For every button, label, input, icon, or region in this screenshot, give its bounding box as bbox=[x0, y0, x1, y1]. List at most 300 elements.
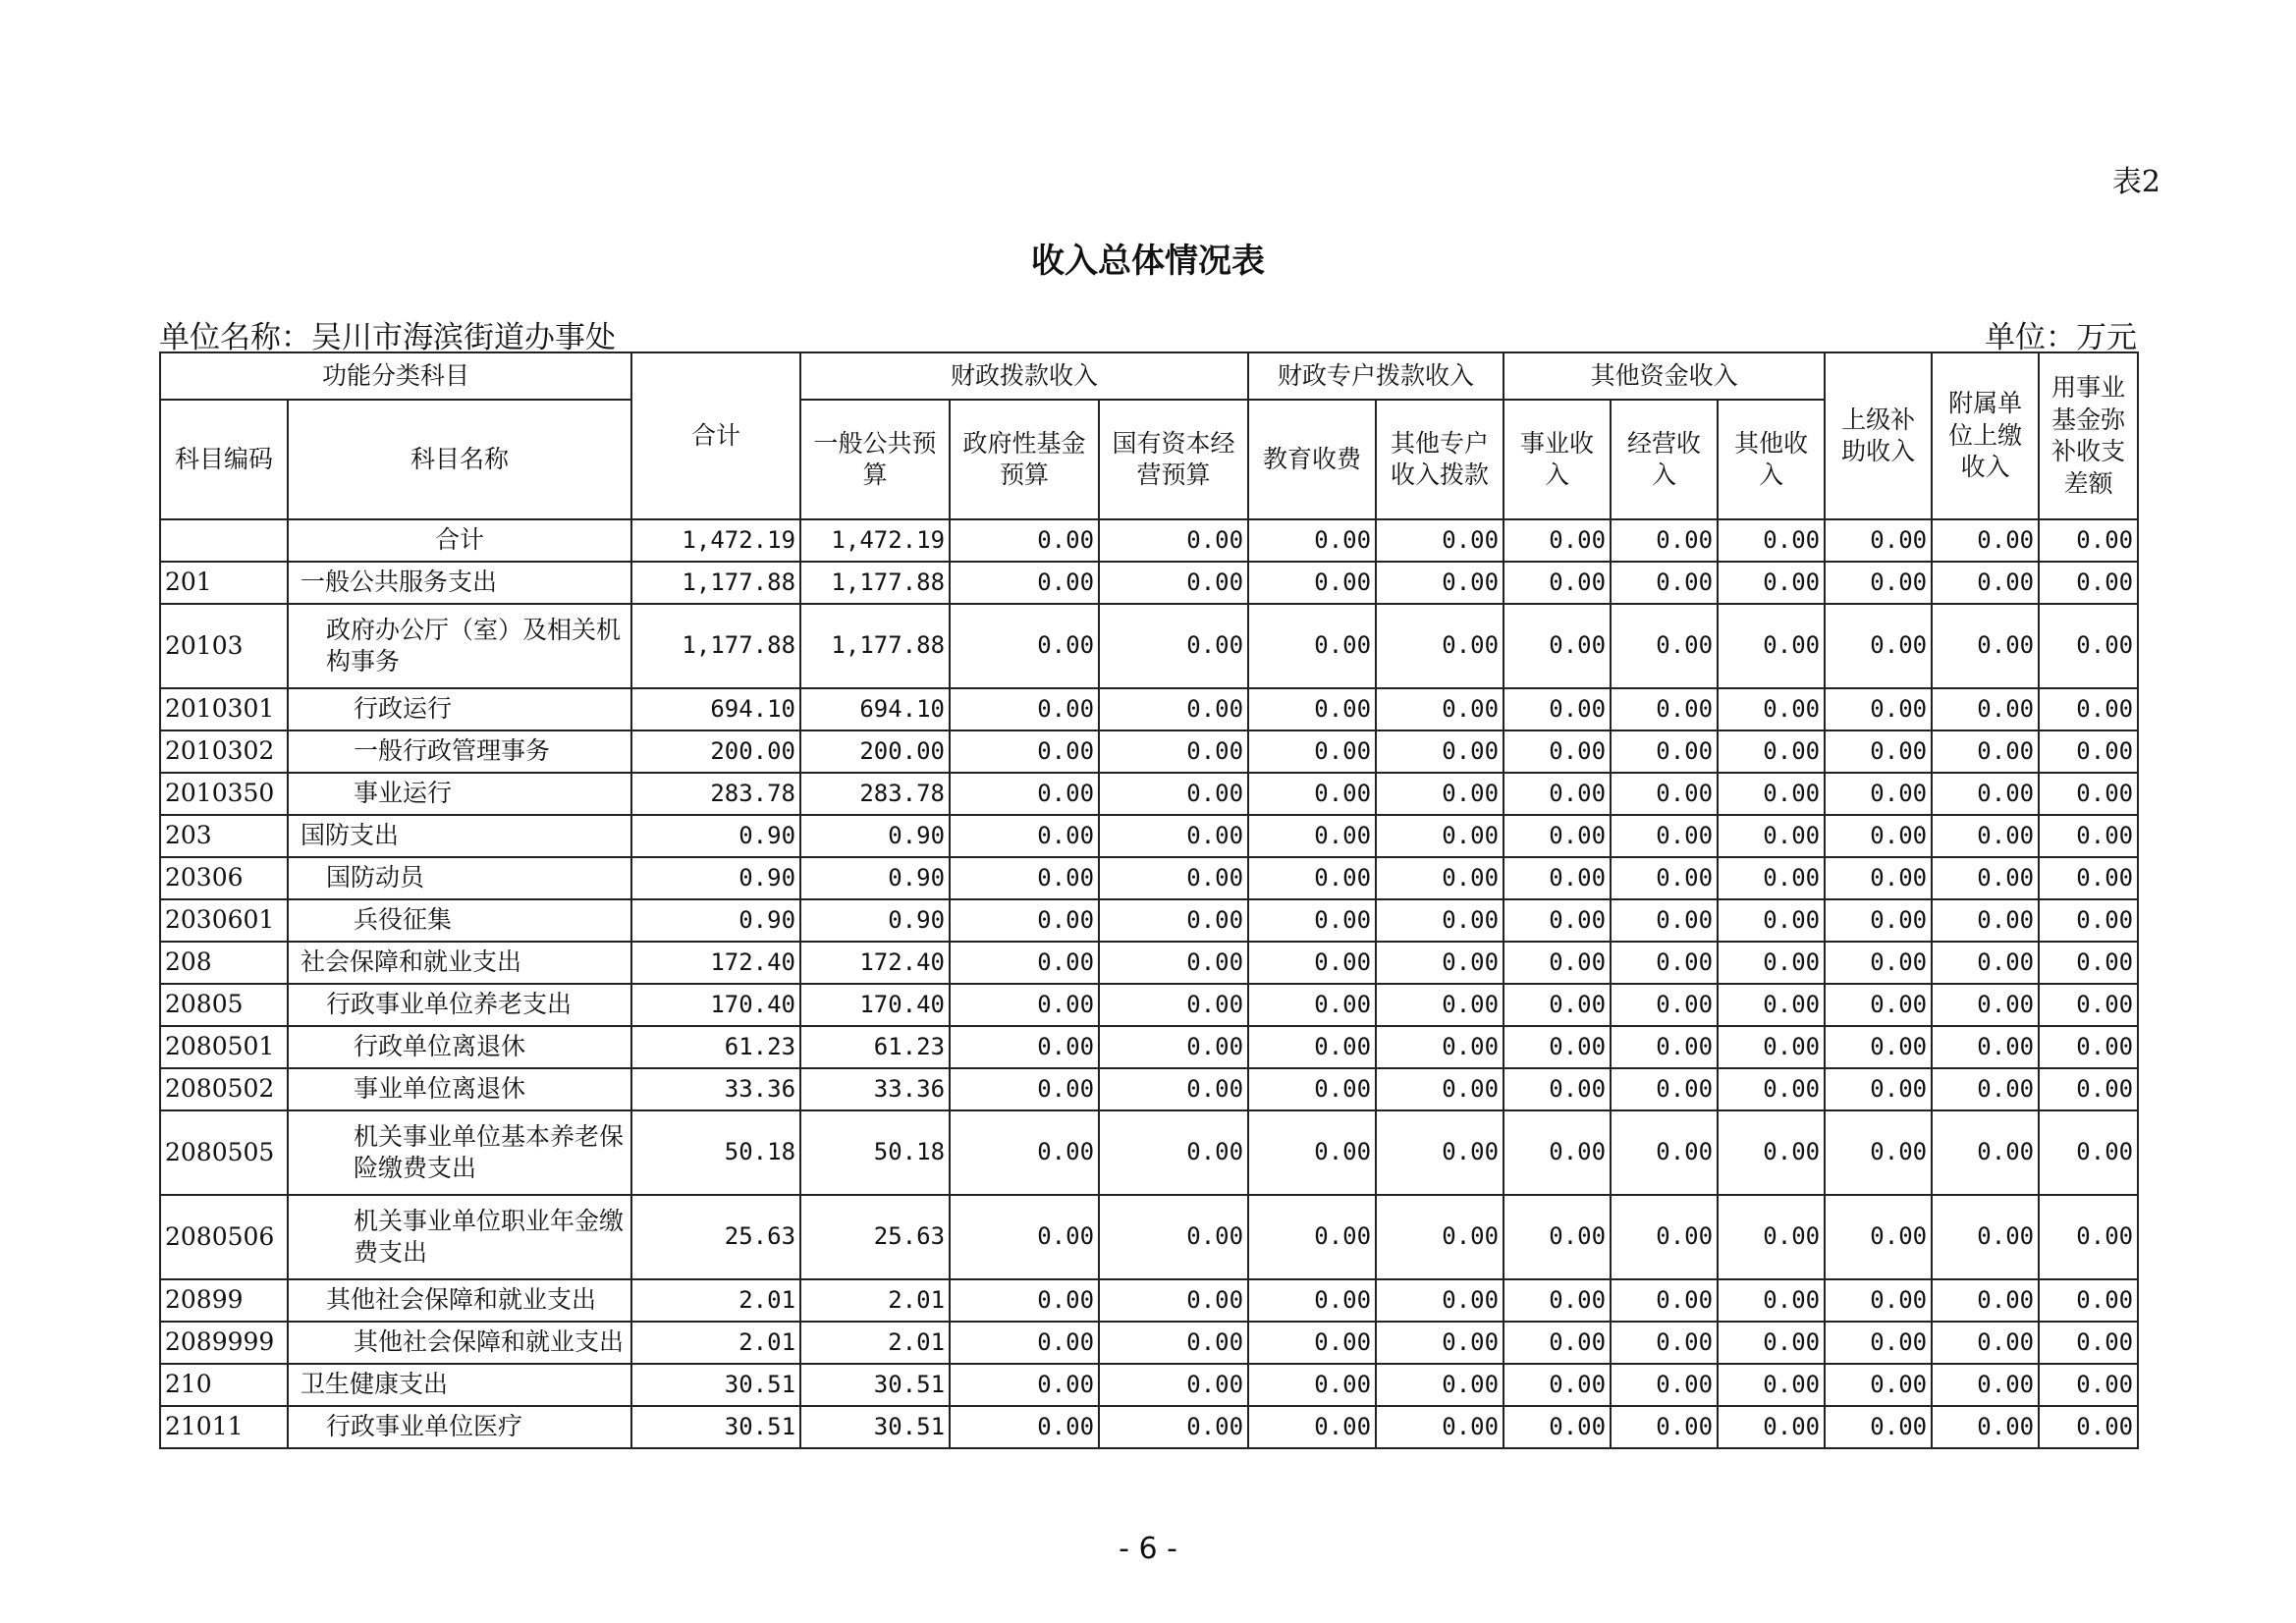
cell-name: 行政事业单位养老支出 bbox=[288, 984, 631, 1026]
cell-value: 0.00 bbox=[950, 519, 1099, 562]
table-header bbox=[160, 352, 2138, 519]
header-other-income: 其他收入 bbox=[1718, 400, 1825, 519]
cell-code: 201 bbox=[160, 562, 288, 604]
header-gov-fund: 政府性基金预算 bbox=[950, 400, 1099, 519]
cell-value: 0.00 bbox=[1718, 604, 1825, 688]
table-row bbox=[160, 1195, 2138, 1279]
cell-code: 21011 bbox=[160, 1406, 288, 1448]
table-row bbox=[160, 604, 2138, 688]
cell-value: 0.00 bbox=[950, 1195, 1099, 1279]
cell-code: 2010350 bbox=[160, 773, 288, 815]
cell-value: 30.51 bbox=[631, 1406, 800, 1448]
cell-value: 0.00 bbox=[1376, 730, 1503, 773]
cell-value: 0.00 bbox=[1718, 815, 1825, 857]
cell-code: 2010301 bbox=[160, 688, 288, 730]
cell-value: 0.00 bbox=[1503, 1068, 1611, 1110]
table-row bbox=[160, 562, 2138, 604]
cell-value: 0.00 bbox=[1825, 1406, 1932, 1448]
cell-value: 0.00 bbox=[1248, 1110, 1376, 1195]
cell-value: 200.00 bbox=[800, 730, 950, 773]
cell-value: 0.00 bbox=[1248, 1406, 1376, 1448]
header-general-budget: 一般公共预算 bbox=[800, 400, 950, 519]
cell-value: 0.00 bbox=[1718, 1322, 1825, 1364]
header-fund-balance: 用事业基金弥补收支差额 bbox=[2039, 352, 2138, 519]
cell-value: 0.00 bbox=[1718, 857, 1825, 899]
cell-value: 0.90 bbox=[631, 899, 800, 942]
cell-value: 0.00 bbox=[1503, 1322, 1611, 1364]
cell-name: 卫生健康支出 bbox=[288, 1364, 631, 1406]
cell-value: 0.00 bbox=[1932, 815, 2039, 857]
cell-value: 0.00 bbox=[1503, 688, 1611, 730]
header-other-group: 其他资金收入 bbox=[1503, 352, 1825, 400]
cell-value: 0.00 bbox=[1611, 562, 1718, 604]
table-row bbox=[160, 1322, 2138, 1364]
cell-value: 0.00 bbox=[2039, 1195, 2138, 1279]
cell-value: 0.00 bbox=[1718, 519, 1825, 562]
cell-value: 283.78 bbox=[631, 773, 800, 815]
cell-value: 0.00 bbox=[1932, 688, 2039, 730]
cell-value: 0.00 bbox=[1825, 562, 1932, 604]
cell-value: 0.00 bbox=[1099, 604, 1248, 688]
cell-value: 0.00 bbox=[1376, 688, 1503, 730]
header-function-category: 功能分类科目 bbox=[160, 352, 631, 400]
cell-value: 0.00 bbox=[950, 1406, 1099, 1448]
cell-name: 兵役征集 bbox=[288, 899, 631, 942]
cell-value: 0.00 bbox=[1825, 1279, 1932, 1322]
table-row bbox=[160, 942, 2138, 984]
header-business-income: 事业收入 bbox=[1503, 400, 1611, 519]
cell-value: 0.90 bbox=[800, 815, 950, 857]
cell-value: 0.00 bbox=[950, 1279, 1099, 1322]
cell-value: 0.00 bbox=[1611, 688, 1718, 730]
table-row bbox=[160, 984, 2138, 1026]
table-row bbox=[160, 857, 2138, 899]
cell-value: 1,177.88 bbox=[631, 604, 800, 688]
cell-name: 事业单位离退休 bbox=[288, 1068, 631, 1110]
cell-value: 0.00 bbox=[1503, 1406, 1611, 1448]
cell-value: 0.00 bbox=[2039, 984, 2138, 1026]
cell-value: 33.36 bbox=[800, 1068, 950, 1110]
cell-value: 0.00 bbox=[1503, 1110, 1611, 1195]
cell-value: 0.00 bbox=[1248, 1195, 1376, 1279]
cell-value: 0.00 bbox=[2039, 1364, 2138, 1406]
cell-value: 0.00 bbox=[1248, 1026, 1376, 1068]
cell-value: 0.00 bbox=[1932, 984, 2039, 1026]
cell-value: 0.00 bbox=[1825, 1026, 1932, 1068]
cell-name: 一般行政管理事务 bbox=[288, 730, 631, 773]
header-other-special: 其他专户收入拨款 bbox=[1376, 400, 1503, 519]
cell-value: 1,472.19 bbox=[800, 519, 950, 562]
cell-name: 社会保障和就业支出 bbox=[288, 942, 631, 984]
cell-value: 0.00 bbox=[1611, 942, 1718, 984]
cell-value: 0.00 bbox=[950, 942, 1099, 984]
cell-value: 0.00 bbox=[950, 899, 1099, 942]
cell-value: 0.00 bbox=[1248, 1279, 1376, 1322]
cell-value: 0.00 bbox=[1376, 1279, 1503, 1322]
cell-value: 0.00 bbox=[1376, 562, 1503, 604]
cell-value: 0.00 bbox=[1825, 1068, 1932, 1110]
cell-value: 0.00 bbox=[1503, 604, 1611, 688]
cell-value: 0.00 bbox=[1932, 1279, 2039, 1322]
cell-value: 0.00 bbox=[1932, 1406, 2039, 1448]
cell-value: 0.00 bbox=[1099, 730, 1248, 773]
table-row bbox=[160, 815, 2138, 857]
cell-value: 0.00 bbox=[1825, 942, 1932, 984]
cell-value: 0.00 bbox=[1248, 899, 1376, 942]
cell-value: 170.40 bbox=[800, 984, 950, 1026]
cell-value: 0.00 bbox=[1932, 1195, 2039, 1279]
page-number: - 6 - bbox=[1119, 1532, 1177, 1566]
cell-name: 行政事业单位医疗 bbox=[288, 1406, 631, 1448]
cell-name: 一般公共服务支出 bbox=[288, 562, 631, 604]
cell-value: 0.00 bbox=[950, 1364, 1099, 1406]
table-row bbox=[160, 899, 2138, 942]
cell-value: 0.00 bbox=[1099, 562, 1248, 604]
cell-value: 0.00 bbox=[1825, 688, 1932, 730]
cell-value: 0.00 bbox=[950, 1068, 1099, 1110]
cell-value: 0.00 bbox=[1932, 942, 2039, 984]
cell-value: 0.00 bbox=[1248, 562, 1376, 604]
cell-name: 政府办公厅（室）及相关机构事务 bbox=[288, 604, 631, 688]
cell-value: 0.00 bbox=[1718, 1110, 1825, 1195]
cell-value: 0.00 bbox=[1932, 1322, 2039, 1364]
header-superior-subsidy: 上级补助收入 bbox=[1825, 352, 1932, 519]
cell-value: 0.00 bbox=[1503, 1279, 1611, 1322]
cell-value: 0.00 bbox=[2039, 773, 2138, 815]
table-row bbox=[160, 1026, 2138, 1068]
cell-value: 0.00 bbox=[2039, 857, 2138, 899]
cell-name: 其他社会保障和就业支出 bbox=[288, 1279, 631, 1322]
cell-value: 0.00 bbox=[1376, 1322, 1503, 1364]
unit-name: 单位名称：吴川市海滨街道办事处 bbox=[159, 320, 616, 355]
cell-code bbox=[160, 519, 288, 562]
cell-value: 0.90 bbox=[800, 857, 950, 899]
cell-value: 0.00 bbox=[1376, 984, 1503, 1026]
cell-value: 0.00 bbox=[1611, 773, 1718, 815]
cell-value: 0.90 bbox=[631, 857, 800, 899]
cell-value: 0.00 bbox=[1611, 1026, 1718, 1068]
cell-value: 0.00 bbox=[1248, 688, 1376, 730]
cell-value: 0.00 bbox=[1248, 773, 1376, 815]
cell-value: 0.00 bbox=[1503, 857, 1611, 899]
cell-value: 0.00 bbox=[2039, 1406, 2138, 1448]
cell-code: 20899 bbox=[160, 1279, 288, 1322]
cell-value: 0.00 bbox=[1099, 688, 1248, 730]
cell-value: 0.00 bbox=[2039, 1110, 2138, 1195]
cell-name: 合计 bbox=[288, 519, 631, 562]
cell-value: 0.00 bbox=[2039, 730, 2138, 773]
cell-value: 0.00 bbox=[1611, 1195, 1718, 1279]
cell-value: 25.63 bbox=[631, 1195, 800, 1279]
cell-value: 0.00 bbox=[1376, 815, 1503, 857]
cell-name: 行政运行 bbox=[288, 688, 631, 730]
cell-value: 0.00 bbox=[1503, 519, 1611, 562]
cell-value: 50.18 bbox=[800, 1110, 950, 1195]
cell-code: 20805 bbox=[160, 984, 288, 1026]
cell-value: 0.00 bbox=[1099, 899, 1248, 942]
cell-value: 0.00 bbox=[1376, 519, 1503, 562]
cell-value: 33.36 bbox=[631, 1068, 800, 1110]
cell-value: 170.40 bbox=[631, 984, 800, 1026]
cell-value: 283.78 bbox=[800, 773, 950, 815]
cell-value: 0.00 bbox=[1248, 604, 1376, 688]
cell-value: 0.00 bbox=[1718, 1195, 1825, 1279]
cell-code: 2080502 bbox=[160, 1068, 288, 1110]
cell-value: 0.00 bbox=[2039, 519, 2138, 562]
cell-value: 0.00 bbox=[1376, 1110, 1503, 1195]
cell-value: 0.00 bbox=[2039, 1279, 2138, 1322]
cell-value: 0.00 bbox=[950, 815, 1099, 857]
table-row bbox=[160, 1406, 2138, 1448]
cell-value: 0.00 bbox=[1248, 1322, 1376, 1364]
cell-value: 30.51 bbox=[631, 1364, 800, 1406]
cell-value: 0.00 bbox=[1932, 899, 2039, 942]
cell-value: 0.00 bbox=[1718, 562, 1825, 604]
table-row bbox=[160, 1364, 2138, 1406]
cell-value: 0.00 bbox=[1718, 1406, 1825, 1448]
cell-value: 50.18 bbox=[631, 1110, 800, 1195]
table-number: 表2 bbox=[2111, 165, 2160, 199]
cell-value: 0.90 bbox=[631, 815, 800, 857]
cell-code: 2089999 bbox=[160, 1322, 288, 1364]
cell-value: 0.00 bbox=[2039, 1068, 2138, 1110]
cell-value: 0.00 bbox=[1932, 730, 2039, 773]
cell-value: 0.00 bbox=[1503, 815, 1611, 857]
cell-value: 0.00 bbox=[1248, 815, 1376, 857]
income-table bbox=[159, 352, 2139, 1449]
cell-value: 0.00 bbox=[1825, 984, 1932, 1026]
cell-value: 2.01 bbox=[800, 1279, 950, 1322]
header-affiliated-payment: 附属单位上缴收入 bbox=[1932, 352, 2039, 519]
cell-value: 0.00 bbox=[1932, 773, 2039, 815]
cell-value: 0.00 bbox=[1376, 1406, 1503, 1448]
cell-value: 0.00 bbox=[1248, 730, 1376, 773]
cell-value: 0.00 bbox=[1825, 1364, 1932, 1406]
cell-value: 0.00 bbox=[950, 773, 1099, 815]
table-row bbox=[160, 1279, 2138, 1322]
cell-value: 0.00 bbox=[1825, 815, 1932, 857]
cell-value: 61.23 bbox=[800, 1026, 950, 1068]
cell-value: 0.00 bbox=[1611, 1110, 1718, 1195]
cell-code: 2080506 bbox=[160, 1195, 288, 1279]
cell-value: 0.00 bbox=[1932, 562, 2039, 604]
cell-value: 0.00 bbox=[1611, 519, 1718, 562]
cell-value: 0.00 bbox=[1099, 1068, 1248, 1110]
cell-value: 0.00 bbox=[1099, 984, 1248, 1026]
cell-name: 机关事业单位职业年金缴费支出 bbox=[288, 1195, 631, 1279]
cell-value: 0.00 bbox=[1718, 1279, 1825, 1322]
cell-value: 0.00 bbox=[1376, 857, 1503, 899]
cell-value: 0.00 bbox=[1825, 1322, 1932, 1364]
cell-value: 0.00 bbox=[1248, 857, 1376, 899]
cell-name: 国防动员 bbox=[288, 857, 631, 899]
cell-value: 0.00 bbox=[1611, 1364, 1718, 1406]
cell-value: 0.00 bbox=[1611, 730, 1718, 773]
cell-value: 0.00 bbox=[1099, 1195, 1248, 1279]
cell-code: 2080501 bbox=[160, 1026, 288, 1068]
header-fiscal-group: 财政拨款收入 bbox=[800, 352, 1248, 400]
cell-value: 0.00 bbox=[1825, 1195, 1932, 1279]
cell-value: 0.00 bbox=[2039, 604, 2138, 688]
cell-value: 0.00 bbox=[2039, 942, 2138, 984]
cell-value: 0.00 bbox=[1611, 604, 1718, 688]
cell-code: 2080505 bbox=[160, 1110, 288, 1195]
cell-value: 0.00 bbox=[1503, 942, 1611, 984]
header-operating-income: 经营收入 bbox=[1611, 400, 1718, 519]
header-name: 科目名称 bbox=[288, 400, 631, 519]
cell-value: 0.00 bbox=[950, 857, 1099, 899]
table-row bbox=[160, 1110, 2138, 1195]
cell-code: 2010302 bbox=[160, 730, 288, 773]
header-education-fee: 教育收费 bbox=[1248, 400, 1376, 519]
cell-value: 1,177.88 bbox=[800, 604, 950, 688]
cell-value: 0.00 bbox=[1376, 1195, 1503, 1279]
cell-value: 172.40 bbox=[631, 942, 800, 984]
unit-measure: 单位：万元 bbox=[1985, 320, 2137, 355]
header-state-capital: 国有资本经营预算 bbox=[1099, 400, 1248, 519]
table-row bbox=[160, 1068, 2138, 1110]
cell-value: 0.00 bbox=[1376, 1364, 1503, 1406]
cell-value: 0.00 bbox=[1099, 857, 1248, 899]
cell-value: 0.00 bbox=[1718, 899, 1825, 942]
cell-value: 0.00 bbox=[1611, 857, 1718, 899]
cell-value: 0.00 bbox=[1503, 730, 1611, 773]
cell-value: 0.00 bbox=[1718, 984, 1825, 1026]
cell-value: 0.00 bbox=[1932, 1110, 2039, 1195]
cell-value: 0.00 bbox=[1825, 899, 1932, 942]
cell-value: 0.00 bbox=[1503, 1026, 1611, 1068]
cell-value: 0.00 bbox=[1825, 1110, 1932, 1195]
cell-value: 0.00 bbox=[1503, 562, 1611, 604]
cell-value: 0.00 bbox=[1248, 1068, 1376, 1110]
cell-value: 25.63 bbox=[800, 1195, 950, 1279]
cell-value: 0.00 bbox=[1376, 773, 1503, 815]
cell-value: 0.00 bbox=[2039, 1026, 2138, 1068]
cell-value: 0.00 bbox=[1099, 1279, 1248, 1322]
table-row bbox=[160, 730, 2138, 773]
cell-value: 0.00 bbox=[1611, 1279, 1718, 1322]
cell-value: 0.00 bbox=[1248, 519, 1376, 562]
cell-value: 2.01 bbox=[800, 1322, 950, 1364]
cell-value: 0.00 bbox=[1611, 1068, 1718, 1110]
cell-value: 0.00 bbox=[1718, 942, 1825, 984]
cell-value: 0.00 bbox=[2039, 815, 2138, 857]
total-row bbox=[160, 519, 2138, 562]
cell-value: 0.00 bbox=[1248, 1364, 1376, 1406]
cell-value: 0.00 bbox=[1932, 604, 2039, 688]
cell-value: 0.00 bbox=[1099, 815, 1248, 857]
cell-value: 0.00 bbox=[1611, 1406, 1718, 1448]
cell-value: 0.00 bbox=[1376, 604, 1503, 688]
cell-value: 0.00 bbox=[1932, 1364, 2039, 1406]
cell-value: 0.00 bbox=[2039, 899, 2138, 942]
cell-value: 0.00 bbox=[1248, 984, 1376, 1026]
cell-name: 事业运行 bbox=[288, 773, 631, 815]
cell-value: 0.00 bbox=[1825, 773, 1932, 815]
cell-value: 0.00 bbox=[1932, 857, 2039, 899]
cell-value: 0.00 bbox=[950, 562, 1099, 604]
table-row bbox=[160, 688, 2138, 730]
cell-value: 2.01 bbox=[631, 1322, 800, 1364]
cell-value: 0.00 bbox=[1376, 899, 1503, 942]
cell-value: 2.01 bbox=[631, 1279, 800, 1322]
cell-value: 0.00 bbox=[1718, 1068, 1825, 1110]
cell-value: 0.00 bbox=[1825, 730, 1932, 773]
cell-value: 61.23 bbox=[631, 1026, 800, 1068]
header-code: 科目编码 bbox=[160, 400, 288, 519]
cell-value: 30.51 bbox=[800, 1406, 950, 1448]
cell-value: 0.00 bbox=[950, 1026, 1099, 1068]
cell-value: 0.00 bbox=[1248, 942, 1376, 984]
cell-value: 0.00 bbox=[950, 1322, 1099, 1364]
cell-value: 0.00 bbox=[1718, 688, 1825, 730]
unit-line bbox=[159, 312, 2137, 355]
table-body bbox=[160, 519, 2138, 1448]
cell-name: 机关事业单位基本养老保险缴费支出 bbox=[288, 1110, 631, 1195]
cell-value: 0.00 bbox=[1825, 604, 1932, 688]
cell-code: 203 bbox=[160, 815, 288, 857]
cell-code: 2030601 bbox=[160, 899, 288, 942]
cell-value: 0.00 bbox=[1718, 730, 1825, 773]
cell-value: 0.00 bbox=[1503, 1195, 1611, 1279]
cell-value: 1,177.88 bbox=[800, 562, 950, 604]
cell-value: 0.00 bbox=[1718, 1026, 1825, 1068]
cell-value: 0.00 bbox=[1376, 942, 1503, 984]
cell-value: 0.00 bbox=[1099, 1110, 1248, 1195]
cell-value: 0.00 bbox=[1611, 1322, 1718, 1364]
cell-value: 0.00 bbox=[1503, 1364, 1611, 1406]
cell-value: 0.00 bbox=[1503, 773, 1611, 815]
cell-value: 0.00 bbox=[1099, 1364, 1248, 1406]
cell-value: 0.00 bbox=[1099, 519, 1248, 562]
cell-value: 200.00 bbox=[631, 730, 800, 773]
cell-value: 0.00 bbox=[950, 984, 1099, 1026]
cell-code: 20306 bbox=[160, 857, 288, 899]
cell-value: 0.00 bbox=[1376, 1026, 1503, 1068]
cell-code: 208 bbox=[160, 942, 288, 984]
cell-value: 0.00 bbox=[950, 688, 1099, 730]
cell-value: 0.00 bbox=[1825, 857, 1932, 899]
cell-code: 20103 bbox=[160, 604, 288, 688]
cell-name: 其他社会保障和就业支出 bbox=[288, 1322, 631, 1364]
cell-value: 0.00 bbox=[1932, 1068, 2039, 1110]
cell-value: 0.00 bbox=[1099, 773, 1248, 815]
cell-code: 210 bbox=[160, 1364, 288, 1406]
cell-value: 0.00 bbox=[950, 604, 1099, 688]
cell-value: 0.00 bbox=[1503, 899, 1611, 942]
header-total: 合计 bbox=[631, 352, 800, 519]
cell-value: 0.00 bbox=[1099, 1026, 1248, 1068]
cell-name: 国防支出 bbox=[288, 815, 631, 857]
cell-value: 694.10 bbox=[800, 688, 950, 730]
cell-value: 0.00 bbox=[1099, 1322, 1248, 1364]
cell-value: 0.00 bbox=[1611, 984, 1718, 1026]
cell-value: 0.00 bbox=[2039, 562, 2138, 604]
cell-value: 0.00 bbox=[1718, 1364, 1825, 1406]
cell-value: 30.51 bbox=[800, 1364, 950, 1406]
cell-value: 0.90 bbox=[800, 899, 950, 942]
cell-value: 0.00 bbox=[1503, 984, 1611, 1026]
cell-value: 0.00 bbox=[1825, 519, 1932, 562]
cell-value: 0.00 bbox=[1376, 1068, 1503, 1110]
cell-value: 0.00 bbox=[950, 1110, 1099, 1195]
cell-value: 0.00 bbox=[1932, 519, 2039, 562]
page-title: 收入总体情况表 bbox=[1031, 242, 1265, 281]
header-special-group: 财政专户拨款收入 bbox=[1248, 352, 1503, 400]
cell-value: 0.00 bbox=[1099, 942, 1248, 984]
cell-value: 0.00 bbox=[2039, 1322, 2138, 1364]
cell-value: 1,177.88 bbox=[631, 562, 800, 604]
